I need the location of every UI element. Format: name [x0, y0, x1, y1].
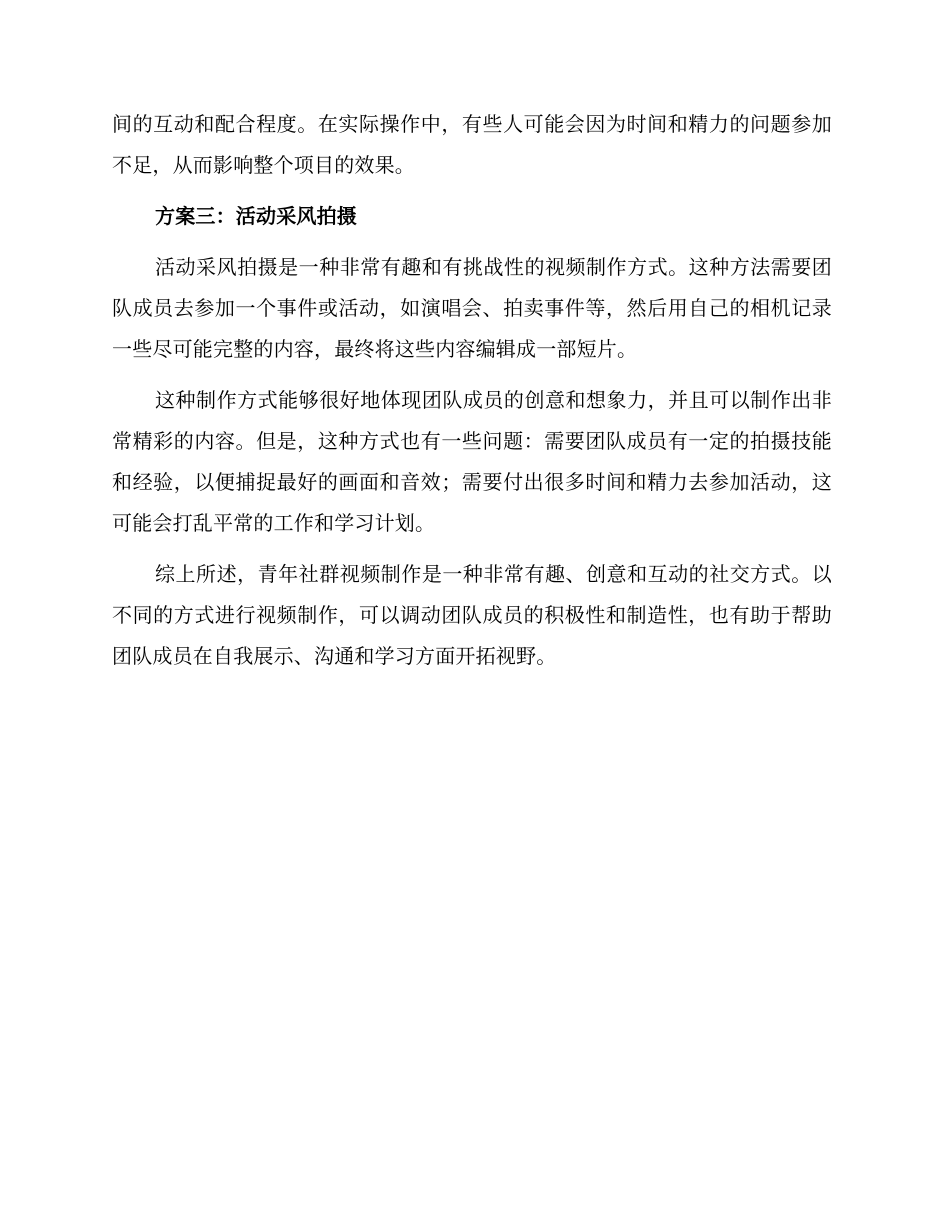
paragraph-continued: 间的互动和配合程度。在实际操作中，有些人可能会因为时间和精力的问题参加不足，从而影响整个项目的效果。 — [112, 112, 832, 177]
paragraph-pros-cons: 这种制作方式能够很好地体现团队成员的创意和想象力，并且可以制作出非常精彩的内容。但是，这种方式也有一些问题：需要团队成员有一定的拍摄技能和经验，以便捕捉最好的画面和音效；需要付出很多时间和精力去参加活动，这可能会打乱平常的工作和学习计划。 — [112, 388, 832, 535]
document-body — [112, 104, 832, 687]
paragraph-conclusion: 综上所述，青年社群视频制作是一种非常有趣、创意和互动的社交方式。以不同的方式进行视频制作，可以调动团队成员的积极性和制造性，也有助于帮助团队成员在自我展示、沟通和学习方面开拓视野。 — [112, 562, 832, 668]
section-heading: 方案三：活动采风拍摄 — [155, 204, 357, 228]
paragraph-activity-shooting: 活动采风拍摄是一种非常有趣和有挑战性的视频制作方式。这种方法需要团队成员去参加一个事件或活动，如演唱会、拍卖事件等，然后用自己的相机记录一些尽可能完整的内容，最终将这些内容编辑成一部短片。 — [112, 255, 832, 361]
